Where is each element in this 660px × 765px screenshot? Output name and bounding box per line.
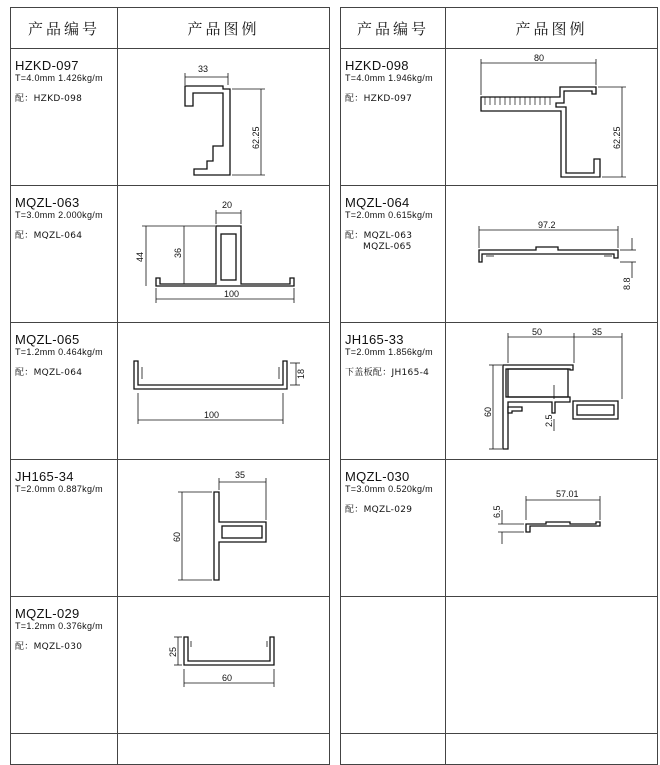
profile-drawing bbox=[118, 323, 330, 459]
product-pairs bbox=[15, 94, 117, 105]
profile-shape bbox=[479, 247, 618, 262]
product-code-header: 产品编号 bbox=[11, 8, 118, 49]
table-row bbox=[11, 49, 330, 186]
product-info bbox=[11, 186, 118, 323]
empty-cell bbox=[446, 734, 658, 765]
product-spec: T=2.0mm 0.887kg/m bbox=[15, 484, 103, 494]
product-code: HZKD-097 bbox=[15, 58, 79, 73]
empty-cell bbox=[341, 734, 446, 765]
profile-drawing bbox=[118, 186, 330, 322]
product-code: JH165-33 bbox=[345, 332, 404, 347]
dimension-label: 20 bbox=[222, 200, 233, 210]
table-row bbox=[341, 49, 658, 186]
profile-figure-hzkd-097 bbox=[118, 49, 330, 186]
product-spec: T=2.0mm 0.615kg/m bbox=[345, 210, 433, 220]
dimension-label: 6.5 bbox=[492, 505, 502, 518]
dimension-label: 57.01 bbox=[556, 489, 579, 499]
dimension-label: 44 bbox=[135, 251, 145, 262]
product-info bbox=[11, 323, 118, 460]
product-code: JH165-34 bbox=[15, 469, 74, 484]
dimension-label: 62.25 bbox=[251, 126, 261, 149]
product-info bbox=[341, 460, 446, 597]
profile-shape bbox=[185, 86, 230, 175]
pair-item: MQZL-065 bbox=[363, 242, 412, 252]
dimension-label: 35 bbox=[592, 327, 603, 337]
table-row bbox=[11, 460, 330, 597]
table-row bbox=[11, 597, 330, 734]
dimension-label: 2.5 bbox=[544, 414, 554, 427]
table-row bbox=[341, 186, 658, 323]
table-row bbox=[11, 186, 330, 323]
product-code-header: 产品编号 bbox=[341, 8, 446, 49]
pair-item: 下盖板配：JH165-4 bbox=[345, 368, 430, 378]
product-spec: T=4.0mm 1.946kg/m bbox=[345, 73, 433, 83]
empty-cell bbox=[341, 597, 446, 734]
pair-item: 配：MQZL-029 bbox=[345, 505, 413, 515]
dimension-label: 25 bbox=[168, 646, 178, 657]
table-row bbox=[341, 597, 658, 734]
profile-drawing bbox=[118, 49, 330, 185]
profile-figure-hzkd-098 bbox=[446, 49, 658, 186]
product-pairs bbox=[15, 231, 117, 242]
dimension-label: 100 bbox=[224, 289, 240, 299]
pair-item: 配：MQZL-064 bbox=[15, 231, 83, 241]
profile-figure-mqzl-063 bbox=[118, 186, 330, 323]
product-figure-header: 产品图例 bbox=[446, 8, 658, 49]
product-info bbox=[341, 323, 446, 460]
profile-shape bbox=[526, 522, 600, 532]
pair-item: 配：HZKD-098 bbox=[15, 94, 83, 104]
profile-drawing bbox=[446, 186, 658, 322]
product-pairs bbox=[15, 642, 117, 653]
pair-item: 配：MQZL-064 bbox=[15, 368, 83, 378]
product-pairs bbox=[345, 368, 445, 379]
product-pairs bbox=[345, 94, 445, 105]
product-code: MQZL-063 bbox=[15, 195, 80, 210]
product-pairs bbox=[345, 505, 445, 516]
product-info bbox=[341, 49, 446, 186]
dimension-label: 35 bbox=[235, 470, 246, 480]
dimension-label: 60 bbox=[172, 531, 182, 542]
table-row bbox=[341, 460, 658, 597]
empty-cell bbox=[118, 734, 330, 765]
product-code: MQZL-030 bbox=[345, 469, 410, 484]
profile-shape bbox=[134, 361, 287, 389]
product-spec: T=3.0mm 2.000kg/m bbox=[15, 210, 103, 220]
dimension-label: 18 bbox=[296, 368, 306, 379]
product-pairs bbox=[15, 368, 117, 379]
dimension-label: 36 bbox=[173, 247, 183, 258]
product-code: MQZL-029 bbox=[15, 606, 80, 621]
dimension-label: 80 bbox=[534, 53, 545, 63]
dimension-label: 60 bbox=[483, 406, 493, 417]
dimension-label: 97.2 bbox=[538, 220, 556, 230]
right-header-row bbox=[341, 8, 658, 49]
empty-cell bbox=[11, 734, 118, 765]
table-row bbox=[11, 734, 330, 765]
profile-drawing bbox=[446, 323, 658, 459]
dimension-label: 33 bbox=[198, 64, 209, 74]
profile-figure-mqzl-029 bbox=[118, 597, 330, 734]
left-product-table bbox=[10, 7, 330, 765]
profile-drawing bbox=[446, 460, 658, 596]
profile-drawing bbox=[446, 49, 658, 185]
profile-drawing bbox=[118, 460, 330, 596]
product-spec: T=3.0mm 0.520kg/m bbox=[345, 484, 433, 494]
table-row bbox=[341, 323, 658, 460]
profile-figure-mqzl-065 bbox=[118, 323, 330, 460]
product-info bbox=[11, 460, 118, 597]
profile-figure-mqzl-064 bbox=[446, 186, 658, 323]
profile-shape bbox=[184, 637, 274, 665]
product-code: HZKD-098 bbox=[345, 58, 409, 73]
empty-cell bbox=[446, 597, 658, 734]
pair-item: 配：MQZL-063 bbox=[345, 231, 413, 241]
left-header-row bbox=[11, 8, 330, 49]
product-spec: T=2.0mm 1.856kg/m bbox=[345, 347, 433, 357]
profile-shape bbox=[481, 87, 600, 177]
product-spec: T=1.2mm 0.464kg/m bbox=[15, 347, 103, 357]
dimension-label: 50 bbox=[532, 327, 543, 337]
product-code: MQZL-064 bbox=[345, 195, 410, 210]
product-spec: T=4.0mm 1.426kg/m bbox=[15, 73, 103, 83]
profile-figure-jh165-34 bbox=[118, 460, 330, 597]
table-row bbox=[341, 734, 658, 765]
pair-item: 配：MQZL-030 bbox=[15, 642, 83, 652]
product-figure-header: 产品图例 bbox=[118, 8, 330, 49]
dimension-label: 8.8 bbox=[622, 277, 632, 290]
product-spec: T=1.2mm 0.376kg/m bbox=[15, 621, 103, 631]
pair-item: 配：HZKD-097 bbox=[345, 94, 413, 104]
profile-figure-mqzl-030 bbox=[446, 460, 658, 597]
product-info bbox=[11, 597, 118, 734]
right-product-table bbox=[340, 7, 658, 765]
table-row bbox=[11, 323, 330, 460]
profile-figure-jh165-33 bbox=[446, 323, 658, 460]
product-info bbox=[11, 49, 118, 186]
product-pairs bbox=[345, 231, 445, 253]
dimension-label: 62.25 bbox=[612, 126, 622, 149]
dimension-label: 60 bbox=[222, 673, 233, 683]
profile-drawing bbox=[118, 597, 330, 733]
dimension-label: 100 bbox=[204, 410, 220, 420]
product-code: MQZL-065 bbox=[15, 332, 80, 347]
product-info bbox=[341, 186, 446, 323]
